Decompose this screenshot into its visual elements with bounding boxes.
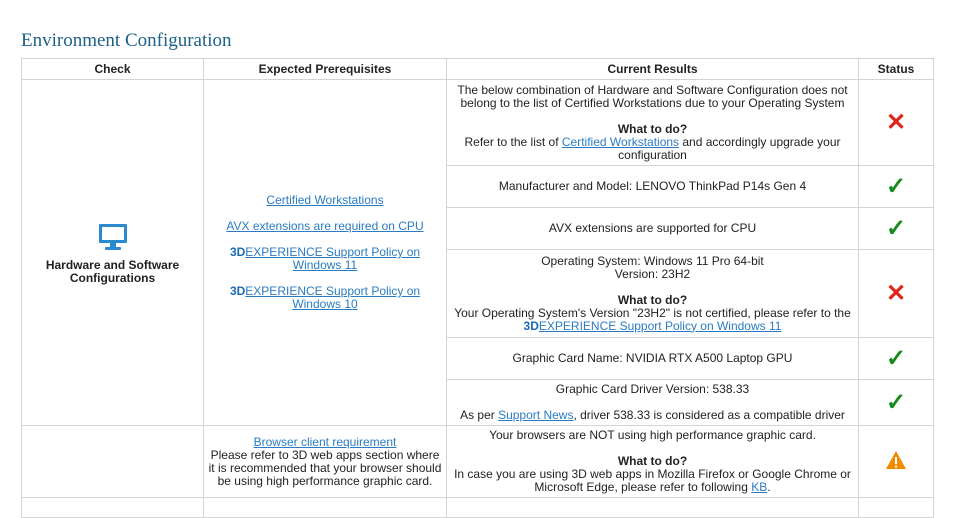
check-label: Hardware and Software Configurations [45, 257, 180, 285]
error-x-icon: ✕ [885, 108, 907, 136]
column-header-expected-prerequisites: Expected Prerequisites [204, 59, 447, 80]
result-cell [447, 338, 859, 380]
result-cell [447, 250, 859, 338]
result-text: , driver 538.33 is considered as a compatible driver [573, 408, 845, 422]
result-text: Manufacturer and Model: LENOVO ThinkPad P14s Gen 4 [498, 179, 807, 193]
result-text: Refer to the list of [464, 134, 562, 149]
operating-system-text: Operating System: Windows 11 Pro 64-bit [541, 253, 764, 268]
result-text: As per [460, 408, 499, 422]
prerequisites-cell-hardware-software [204, 80, 447, 426]
check-cell-hardware-software [22, 80, 204, 426]
result-cell [447, 380, 859, 426]
result-text: and accordingly upgrade your configuration [618, 134, 841, 162]
column-header-check: Check [22, 59, 204, 80]
column-header-status: Status [859, 59, 934, 80]
result-text: AVX extensions are supported for CPU [548, 221, 757, 235]
result-cell [447, 426, 859, 498]
status-cell [859, 166, 934, 208]
kb-link[interactable]: KB [751, 480, 768, 494]
driver-version-text: Graphic Card Driver Version: 538.33 [555, 382, 750, 396]
column-header-current-results: Current Results [447, 59, 859, 80]
os-version-text: Version: 23H2 [614, 266, 691, 281]
check-mark-icon: ✓ [885, 388, 907, 416]
status-cell [859, 250, 934, 338]
status-cell [859, 380, 934, 426]
result-text: Graphic Card Name: NVIDIA RTX A500 Laptop GPU [512, 351, 793, 365]
table-row [22, 80, 934, 166]
status-cell [859, 80, 934, 166]
result-cell [447, 80, 859, 166]
check-cell-browser [22, 426, 204, 498]
check-mark-icon: ✓ [885, 214, 907, 242]
environment-config-table [21, 58, 934, 518]
result-text: The below combination of Hardware and Software Configuration does not belong to the list of Certified Workstations due to your Operating System [457, 82, 848, 110]
what-to-do-heading: What to do? [617, 121, 688, 136]
support-policy-windows-11-link[interactable]: EXPERIENCE Support Policy on Windows 11 [245, 245, 421, 272]
support-policy-windows-11-link[interactable]: EXPERIENCE Support Policy on Windows 11 [538, 318, 782, 333]
browser-client-requirement-link[interactable]: Browser client requirement [253, 434, 397, 449]
certified-workstations-link[interactable]: Certified Workstations [561, 134, 680, 149]
what-to-do-heading: What to do? [617, 454, 688, 468]
prerequisite-text: Please refer to 3D web apps section where it is recommended that your browser should be using high performance graphic card. [208, 447, 442, 488]
support-policy-windows-10-link[interactable]: EXPERIENCE Support Policy on Windows 10 [245, 284, 421, 311]
prerequisites-cell-browser [204, 426, 447, 498]
status-cell [859, 338, 934, 380]
page-title: Environment Configuration [21, 30, 232, 51]
error-x-icon: ✕ [885, 279, 907, 307]
result-text: Your browsers are NOT using high performance graphic card. [489, 428, 816, 442]
status-cell [859, 208, 934, 250]
warning-icon [885, 450, 907, 470]
support-news-link[interactable]: Support News [498, 408, 574, 422]
result-cell [447, 208, 859, 250]
status-cell [859, 426, 934, 498]
table-header-row [22, 59, 934, 80]
result-text: . [767, 480, 771, 494]
result-text: Your Operating System's Version "23H2" is not certified, please refer to the [454, 305, 851, 320]
result-text: In case you are using 3D web apps in Mozilla Firefox or Google Chrome or Microsoft Edge, please refer to following [454, 467, 851, 494]
certified-workstations-link[interactable]: Certified Workstations [266, 193, 384, 207]
table-row [22, 426, 934, 498]
result-cell [447, 166, 859, 208]
3dexperience-logo: 3D [229, 284, 246, 298]
3dexperience-logo: 3D [523, 318, 539, 333]
monitor-icon [97, 221, 129, 253]
check-mark-icon: ✓ [885, 344, 907, 372]
avx-requirement-link[interactable]: AVX extensions are required on CPU [226, 219, 424, 233]
check-mark-icon: ✓ [885, 172, 907, 200]
3dexperience-logo: 3D [229, 245, 246, 259]
what-to-do-heading: What to do? [617, 292, 688, 307]
